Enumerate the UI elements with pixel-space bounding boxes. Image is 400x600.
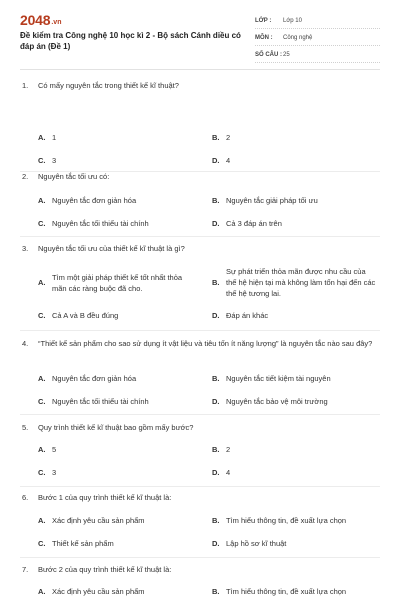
meta-class-value: Lớp 10	[283, 18, 302, 24]
option-text: Cả A và B đều đúng	[52, 311, 119, 320]
option-letter: A.	[38, 445, 46, 454]
option-d[interactable]	[212, 155, 230, 166]
option-letter: D.	[212, 156, 220, 165]
option-b[interactable]	[212, 444, 230, 455]
option-a[interactable]	[38, 515, 145, 526]
option-letter: D.	[212, 539, 220, 548]
option-a[interactable]	[38, 132, 56, 143]
option-text: 2	[226, 445, 231, 454]
exam-meta	[255, 14, 380, 65]
option-text: 4	[226, 156, 231, 165]
option-d[interactable]	[212, 467, 230, 478]
question-number: 7.	[22, 565, 29, 574]
option-letter: C.	[38, 539, 46, 548]
question-divider	[20, 330, 380, 331]
option-d[interactable]	[212, 310, 268, 321]
option-text: Sự phát triển thỏa mãn được nhu cầu của thế hệ hiện tại mà không làm tổn hại đến các thế hệ tương lai.	[226, 266, 376, 298]
option-letter: C.	[38, 219, 46, 228]
question-text: Bước 1 của quy trình thiết kế kĩ thuật là:	[38, 493, 172, 502]
question-5	[0, 422, 400, 492]
meta-subject	[255, 31, 380, 46]
question-number: 1.	[22, 81, 29, 90]
option-letter: D.	[212, 397, 220, 406]
option-letter: D.	[212, 311, 220, 320]
option-b[interactable]	[212, 373, 331, 384]
question-number: 6.	[22, 493, 29, 502]
option-d[interactable]	[212, 538, 286, 549]
option-text: Nguyên tắc đơn giản hóa	[52, 196, 137, 205]
option-c[interactable]	[38, 467, 56, 478]
option-text: 5	[52, 445, 57, 454]
option-c[interactable]	[38, 310, 118, 321]
question-divider	[20, 414, 380, 415]
question-text: Nguyên tắc tối ưu của thiết kế kĩ thuật là gì?	[38, 244, 185, 253]
option-text: 1	[52, 133, 57, 142]
option-letter: A.	[38, 196, 46, 205]
question-4	[0, 338, 400, 418]
meta-count-value: 25	[283, 52, 290, 58]
option-b[interactable]	[212, 515, 346, 526]
option-letter: A.	[38, 374, 46, 383]
option-text: Tìm một giải pháp thiết kế tốt nhất thỏa mãn các ràng buộc đã cho.	[52, 272, 183, 293]
option-letter: C.	[38, 156, 46, 165]
option-letter: C.	[38, 311, 46, 320]
option-text: 3	[52, 156, 57, 165]
option-c[interactable]	[38, 538, 114, 549]
option-b[interactable]	[212, 132, 230, 143]
option-letter: B.	[212, 196, 220, 205]
option-b[interactable]	[212, 195, 318, 206]
option-letter: C.	[38, 468, 46, 477]
option-text: Đáp án khác	[226, 311, 269, 320]
question-number: 5.	[22, 423, 29, 432]
question-text: Có mấy nguyên tắc trong thiết kế kĩ thuật?	[38, 81, 179, 90]
option-letter: B.	[212, 516, 220, 525]
option-b[interactable]	[212, 265, 382, 299]
option-d[interactable]	[212, 218, 282, 229]
question-number: 2.	[22, 172, 29, 181]
logo-suffix: .vn	[51, 19, 62, 26]
question-divider	[20, 486, 380, 487]
option-text: Tìm hiểu thông tin, đề xuất lựa chọn	[226, 516, 347, 525]
option-letter: B.	[212, 277, 220, 287]
option-a[interactable]	[38, 586, 145, 597]
option-letter: B.	[212, 133, 220, 142]
question-3	[0, 243, 400, 333]
option-text: Tìm hiểu thông tin, đề xuất lựa chọn	[226, 587, 347, 596]
option-a[interactable]	[38, 373, 136, 384]
option-text: Cả 3 đáp án trên	[226, 219, 282, 228]
option-text: Nguyên tắc tiết kiệm tài nguyên	[226, 374, 331, 383]
option-text: 3	[52, 468, 57, 477]
option-letter: B.	[212, 374, 220, 383]
option-text: 2	[226, 133, 231, 142]
site-logo[interactable]	[20, 13, 61, 29]
option-text: Nguyên tắc bảo vệ môi trường	[226, 397, 328, 406]
meta-count-label: SỐ CÂU :	[255, 52, 282, 58]
option-a[interactable]	[38, 266, 198, 299]
option-b[interactable]	[212, 586, 346, 597]
meta-class	[255, 14, 380, 29]
option-text: Nguyên tắc tối thiểu tài chính	[52, 219, 149, 228]
option-letter: A.	[38, 133, 46, 142]
header-divider	[20, 69, 380, 70]
option-c[interactable]	[38, 218, 149, 229]
option-letter: A.	[38, 516, 46, 525]
logo-text: 2048	[20, 12, 51, 28]
option-text: 4	[226, 468, 231, 477]
option-letter: C.	[38, 397, 46, 406]
question-1	[0, 80, 400, 175]
option-letter: A.	[38, 278, 46, 287]
question-number: 3.	[22, 244, 29, 253]
question-text: Nguyên tắc tối ưu có:	[38, 172, 110, 181]
question-text: Bước 2 của quy trình thiết kế kĩ thuật là:	[38, 565, 172, 574]
question-number: 4.	[22, 339, 29, 348]
question-2	[0, 171, 400, 241]
question-7	[0, 564, 400, 600]
meta-subject-label: MÔN :	[255, 35, 273, 41]
meta-subject-value: Công nghệ	[283, 35, 313, 41]
question-text: “Thiết kế sản phẩm cho sao sử dụng ít vật liệu và tiêu tốn ít năng lượng” là nguyên tắc nào sau đây?	[38, 339, 373, 348]
option-text: Xác định yêu cầu sản phẩm	[52, 587, 145, 596]
meta-count	[255, 48, 380, 63]
exam-title: Đề kiểm tra Công nghệ 10 học kì 2 - Bộ sách Cánh diều có đáp án (Đề 1)	[20, 31, 241, 51]
option-c[interactable]	[38, 155, 56, 166]
question-text: Quy trình thiết kế kĩ thuật bao gồm mấy bước?	[38, 423, 194, 432]
option-d[interactable]	[212, 396, 328, 407]
option-text: Nguyên tắc đơn giản hóa	[52, 374, 137, 383]
question-divider	[20, 236, 380, 237]
option-c[interactable]	[38, 396, 149, 407]
option-a[interactable]	[38, 444, 56, 455]
option-letter: A.	[38, 587, 46, 596]
option-letter: D.	[212, 219, 220, 228]
option-letter: B.	[212, 587, 220, 596]
option-letter: D.	[212, 468, 220, 477]
meta-class-label: LỚP :	[255, 18, 272, 24]
exam-header	[0, 0, 400, 70]
option-text: Nguyên tắc giải pháp tối ưu	[226, 196, 318, 205]
option-text: Lập hồ sơ kĩ thuật	[226, 539, 287, 548]
option-a[interactable]	[38, 195, 136, 206]
option-text: Thiết kế sản phẩm	[52, 539, 114, 548]
question-6	[0, 492, 400, 562]
option-text: Nguyên tắc tối thiểu tài chính	[52, 397, 149, 406]
question-divider	[20, 557, 380, 558]
option-text: Xác định yêu cầu sản phẩm	[52, 516, 145, 525]
option-letter: B.	[212, 445, 220, 454]
